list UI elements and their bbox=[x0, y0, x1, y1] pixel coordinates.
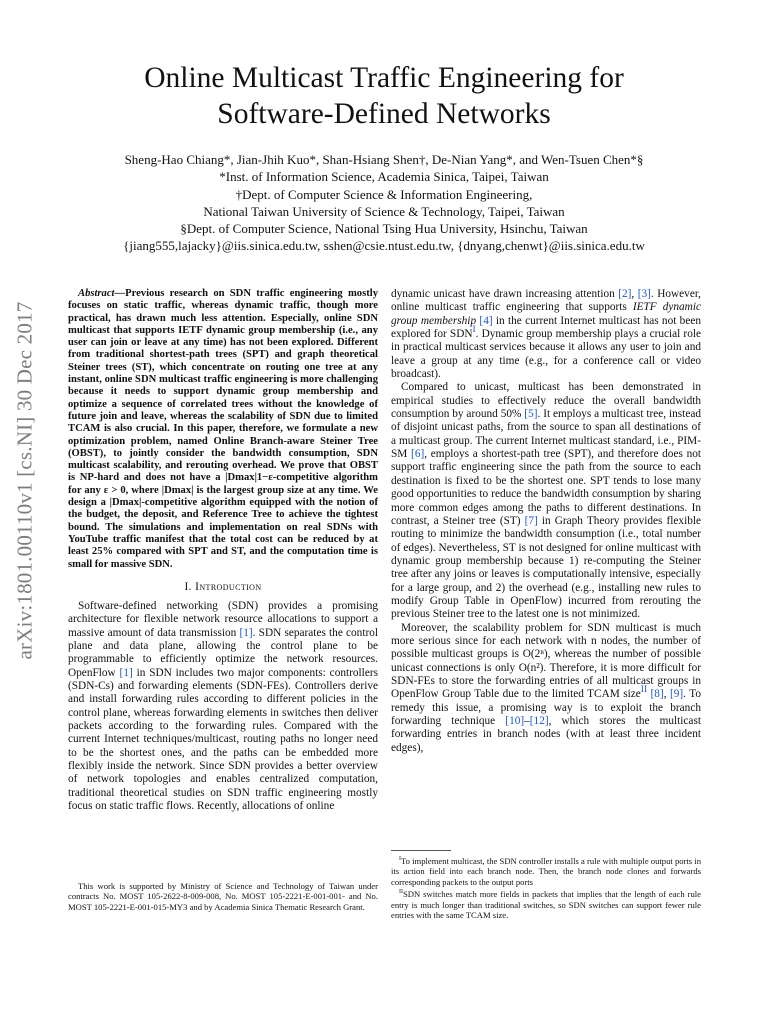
citation-link[interactable]: [ 7 ] bbox=[525, 515, 538, 527]
footnote-1 bbox=[391, 856, 701, 887]
citation-link[interactable]: [ 1 ] bbox=[240, 627, 253, 639]
title-line-1: Online Multicast Traffic Engineering for bbox=[144, 62, 624, 94]
affiliation-ntust: National Taiwan University of Science & Technology, Taipei, Taiwan bbox=[203, 203, 565, 219]
text-run: in SDN includes two major components: controllers (SDN-Cs) and forwarding elements (SDN-FEs). Controllers derive and install forwarding rules according to different policies in the control plane, whereas forwarding elements in switches then deliver packets according to the forwarding rules. Compared with the current Internet techniques/multicast, routing paths no longer need to be the shortest ones, and the paths can be embedded more flexibly inside the network. Since SDN provides a better overview of network topologies and enables centralized computation, traditional theoretical studies on SDN traffic engineering mostly focus on static traffic flows. Recently, allocations of online bbox=[68, 666, 378, 812]
left-column bbox=[68, 288, 378, 813]
text-run: , bbox=[663, 688, 670, 701]
paper-title bbox=[60, 60, 708, 132]
section-number: I. bbox=[184, 580, 192, 593]
text-run: Software-defined networking (SDN) provides a promising architecture for flexible network resource allocations to support a massive amount of data transmission bbox=[68, 599, 378, 639]
intro-paragraph-1 bbox=[68, 600, 378, 814]
affiliation-sinica: *Inst. of Information Science, Academia Sinica, Taipei, Taiwan bbox=[219, 169, 549, 185]
abstract bbox=[68, 288, 378, 571]
affiliation-nthu: §Dept. of Computer Science, National Tsing Hua University, Hsinchu, Taiwan bbox=[180, 221, 588, 237]
footnote-2-text: SDN switches match more fields in packets that implies that the length of each rule entry is much longer than traditional switches, so SDN switches can support fewer rule entries with the same TCAM size. bbox=[391, 889, 701, 921]
abstract-label: Abstract bbox=[78, 288, 115, 299]
text-run: – bbox=[524, 715, 530, 727]
text-run: in Graph Theory provides flexible routing to minimize the bandwidth consumption (i.e., total number of edges). Nevertheless, ST is not designed for online multicast with dynamic group membership because 1) re-computing the Steiner tree after any joins or leaves is computationally intensive, especially for a large group, and 2) the overhead (e.g., installing new rules to modify Group Table in OpenFlow) incurred from rerouting the previous Steiner tree to the latest one is not minimized. bbox=[391, 514, 702, 621]
intro-paragraph-3 bbox=[391, 381, 701, 621]
text-run: , employs a shortest-path tree (SPT), and therefore does not support traffic engineering since the path from the source to each destination is fixed to be the shortest one. SPT tends to lose many good opportunities to reduce the bandwidth consumption by sharing more common edges among the paths to different destinations. In contrast, a Steiner tree (ST) bbox=[391, 448, 702, 527]
arxiv-id-text: arXiv:1801.00110v1 [cs.NI] 30 Dec 2017 bbox=[12, 301, 37, 659]
intro-paragraph-2 bbox=[391, 288, 701, 381]
arxiv-identifier-stamp bbox=[12, 285, 38, 675]
intro-paragraph-4 bbox=[391, 622, 701, 755]
section-title: Introduction bbox=[195, 580, 262, 593]
citation-link[interactable]: [ 2 ] bbox=[618, 288, 631, 300]
footnote-marker[interactable]: II bbox=[640, 685, 648, 696]
footnote-1-text: To implement multicast, the SDN controller installs a rule with multiple output ports in its action field into each branch node. Then, the branch node clones and forwards corresponding packets to the output ports bbox=[391, 856, 701, 887]
text-run: . Dynamic group membership plays a crucial role in practical multicast services because it allows any user to join and leave a group at any time (e.g., for a conference call or video broadcast). bbox=[391, 328, 701, 381]
section-heading-introduction bbox=[68, 581, 378, 593]
citation-link[interactable]: [ 10 ] bbox=[505, 715, 524, 727]
citation-link[interactable]: [ 6 ] bbox=[411, 448, 424, 460]
abstract-text: —Previous research on SDN traffic engineering mostly focuses on static traffic, whereas dynamic traffic, though more practical, has drawn much less attention. Especially, online SDN multicast that supports IETF dynamic group membership (i.e., any user can join or leave at any time) has not been explored. Different from traditional shortest-path trees (SPT) and graph theoretical Steiner trees (ST), which concentrate on routing one tree at any instant, online SDN multicast traffic engineering is more challenging because it needs to support dynamic group membership and optimize a sequence of correlated trees without the knowledge of future join and leave, whereas the scalability of SDN due to limited TCAM is also crucial. In this paper, therefore, we formulate a new optimization problem, named Online Branch-aware Steiner Tree (OBST), to jointly consider the bandwidth consumption, SDN multicast scalability, and rerouting overhead. We prove that OBST is NP-hard and does not have a |Dmax|1−ε-competitive algorithm for any ε > 0, where |Dmax| is the largest group size at any time. We design a |Dmax|-competitive algorithm equipped with the notion of the budget, the deposit, and Reference Tree to achieve the tightest bound. The simulations and implementation on real SDNs with YouTube traffic manifest that the total cost can be reduced by at least 25% compared with SPT and ST, and the computation time is small for massive SDN. bbox=[68, 288, 378, 570]
author-emails: {jiang555,lajacky}@iis.sinica.edu.tw, sshen@csie.ntust.edu.tw, {dnyang,chenwt}@iis.sinica.edu.tw bbox=[123, 238, 645, 254]
citation-link[interactable]: [ 1 ] bbox=[120, 667, 133, 679]
text-run: Compared to unicast, multicast has been demonstrated in empirical studies to effectively reduce the overall bandwidth consumption by around 50% bbox=[391, 381, 701, 421]
text-run: . However, online multicast traffic engineering that supports bbox=[391, 288, 701, 314]
citation-link[interactable]: [ 9 ] bbox=[670, 688, 683, 700]
footnote-2 bbox=[391, 889, 701, 920]
footnote-divider bbox=[391, 850, 451, 851]
funding-footnote: This work is supported by Ministry of Science and Technology of Taiwan under contracts No. MOST 105-2622-8-009-008, No. MOST 105-2221-E-001-001- and No. MOST 105-2221-E-001-015-MY3 and by Academia Sinica Thematic Research Grant. bbox=[68, 881, 378, 912]
title-line-2: Software-Defined Networks bbox=[217, 98, 551, 130]
footnote-1-mark: I bbox=[399, 856, 401, 863]
right-column bbox=[391, 288, 701, 755]
author-block bbox=[60, 151, 708, 255]
citation-link[interactable]: [ 4 ] bbox=[479, 315, 492, 327]
citation-link[interactable]: [ 8 ] bbox=[651, 688, 664, 700]
footnotes bbox=[391, 856, 701, 922]
text-run: . SDN separates the control plane and data plane, allowing the control plane to be programmable to efficiently optimize the network resources. OpenFlow bbox=[68, 626, 379, 679]
author-names: Sheng-Hao Chiang*, Jian-Jhih Kuo*, Shan-Hsiang Shen†, De-Nian Yang*, and Wen-Tsuen Chen*§ bbox=[124, 152, 644, 167]
text-run: . It employs a multicast tree, instead of disjoint unicast paths, from the source to span all destinations of a multicast group. The current Internet multicast standard, i.e., PIM-SM bbox=[391, 408, 701, 461]
citation-link[interactable]: [ 12 ] bbox=[530, 715, 549, 727]
footnote-marker[interactable]: I bbox=[472, 325, 476, 336]
text-run: Moreover, the scalability problem for SDN multicast is much more serious since for each network with n nodes, the number of possible multicast groups is O(2ⁿ), whereas the number of possible unicast connections is only O(n²). Therefore, it is more difficult for SDN-FEs to store the forwarding entries of all multicast groups in OpenFlow Group Table due to the limited TCAM size bbox=[391, 621, 701, 701]
text-run: , bbox=[631, 288, 638, 300]
text-run: in the current Internet multicast has not been explored for SDN bbox=[391, 314, 702, 341]
text-run: dynamic unicast have drawn increasing attention bbox=[391, 288, 619, 300]
text-run: . To remedy this issue, a promising way is to exploit the branch forwarding technique bbox=[391, 688, 701, 727]
affiliation-ntust-dept: †Dept. of Computer Science & Information Engineering, bbox=[235, 186, 533, 202]
citation-link[interactable]: [ 5 ] bbox=[524, 408, 537, 420]
text-run: , which stores the multicast forwarding entries in branch nodes (with at least three incident edges), bbox=[391, 715, 701, 754]
citation-link[interactable]: [ 3 ] bbox=[638, 288, 651, 300]
footnote-2-mark: II bbox=[399, 889, 403, 896]
italic-term: IETF dynamic group membership bbox=[391, 301, 701, 327]
